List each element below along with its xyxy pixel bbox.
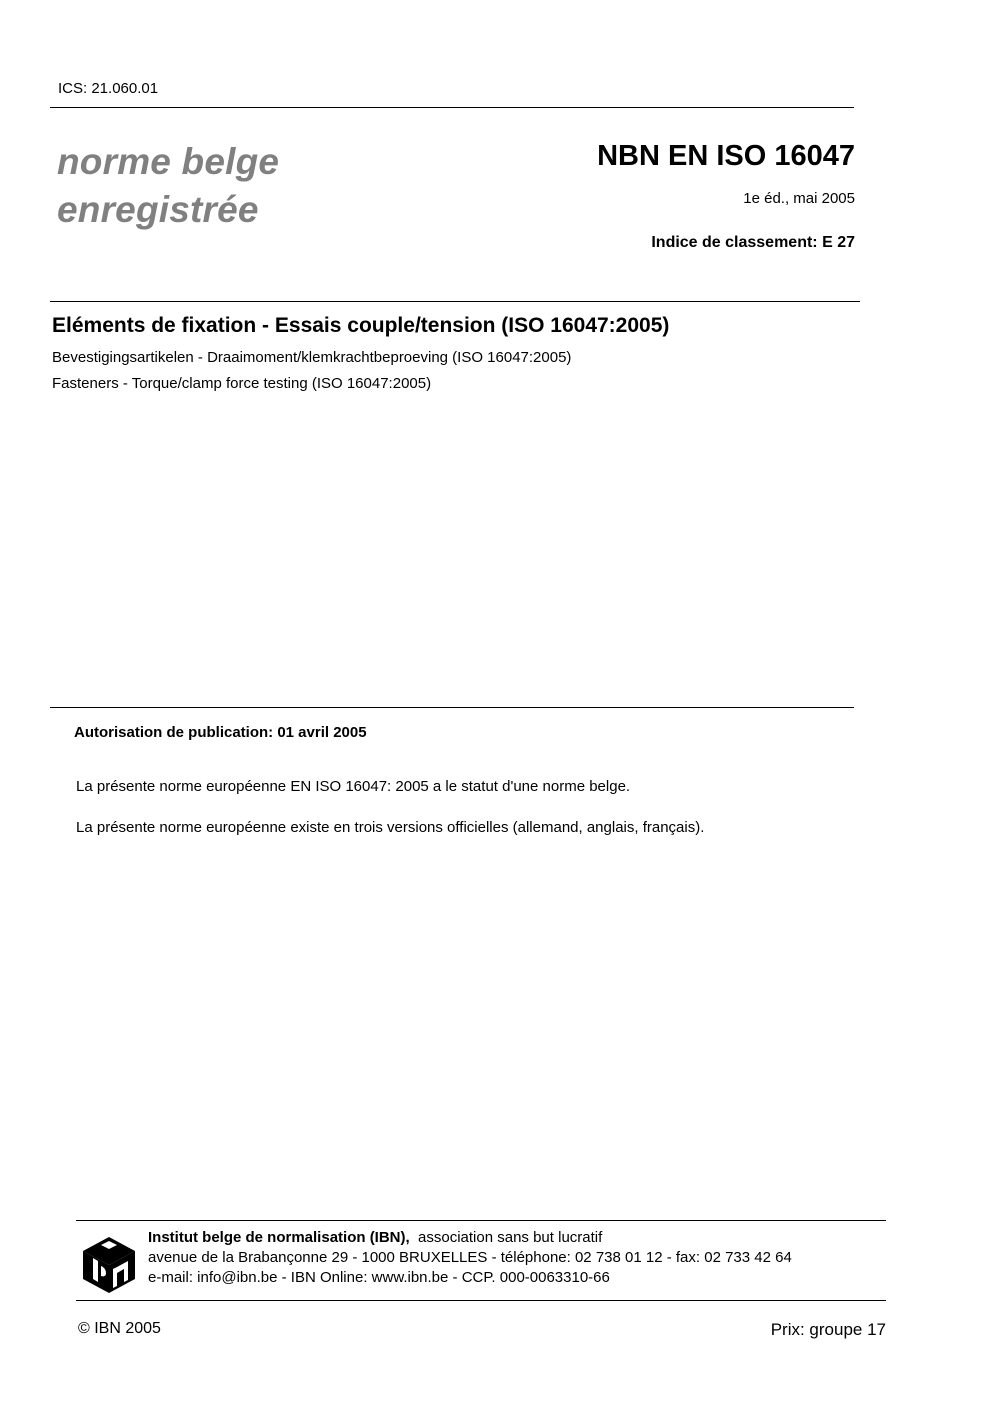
- title-french: Eléments de fixation - Essais couple/tension (ISO 16047:2005): [52, 314, 670, 337]
- price-group: Prix: groupe 17: [770, 1320, 886, 1339]
- institute-description: association sans but lucratif: [418, 1229, 603, 1246]
- document-kind-line2: enregistrée: [57, 189, 259, 230]
- institute-name: Institut belge de normalisation (IBN),: [148, 1229, 410, 1246]
- copyright: © IBN 2005: [78, 1320, 161, 1337]
- institute-contact: e-mail: info@ibn.be - IBN Online: www.ibn.be - CCP. 000-0063310-66: [148, 1269, 610, 1286]
- standard-number: NBN EN ISO 16047: [597, 140, 855, 172]
- classification-index: Indice de classement: E 27: [651, 234, 855, 251]
- edition: 1e éd., mai 2005: [743, 190, 855, 207]
- status-paragraph: La présente norme européenne EN ISO 16047: 2005 a le statut d'une norme belge.: [76, 778, 631, 795]
- title-english: Fasteners - Torque/clamp force testing (ISO 16047:2005): [52, 375, 432, 392]
- footer-bottom-rule: [76, 1300, 886, 1301]
- ibn-cube-logo-icon: [82, 1236, 136, 1294]
- publication-authorization: Autorisation de publication: 01 avril 2005: [74, 724, 367, 741]
- title-dutch: Bevestigingsartikelen - Draaimoment/klemkrachtbeproeving (ISO 16047:2005): [52, 349, 572, 366]
- institute-line: [148, 1229, 602, 1246]
- top-rule: [50, 107, 854, 108]
- ics-code: ICS: 21.060.01: [58, 80, 159, 97]
- document-kind-line1: norme belge: [57, 141, 280, 182]
- publication-rule: [50, 707, 854, 708]
- institute-address: avenue de la Brabançonne 29 - 1000 BRUXELLES - téléphone: 02 738 01 12 - fax: 02 733 42 64: [148, 1249, 792, 1266]
- footer-top-rule: [76, 1220, 886, 1221]
- versions-paragraph: La présente norme européenne existe en trois versions officielles (allemand, anglais, français).: [76, 819, 705, 836]
- title-rule: [50, 301, 860, 302]
